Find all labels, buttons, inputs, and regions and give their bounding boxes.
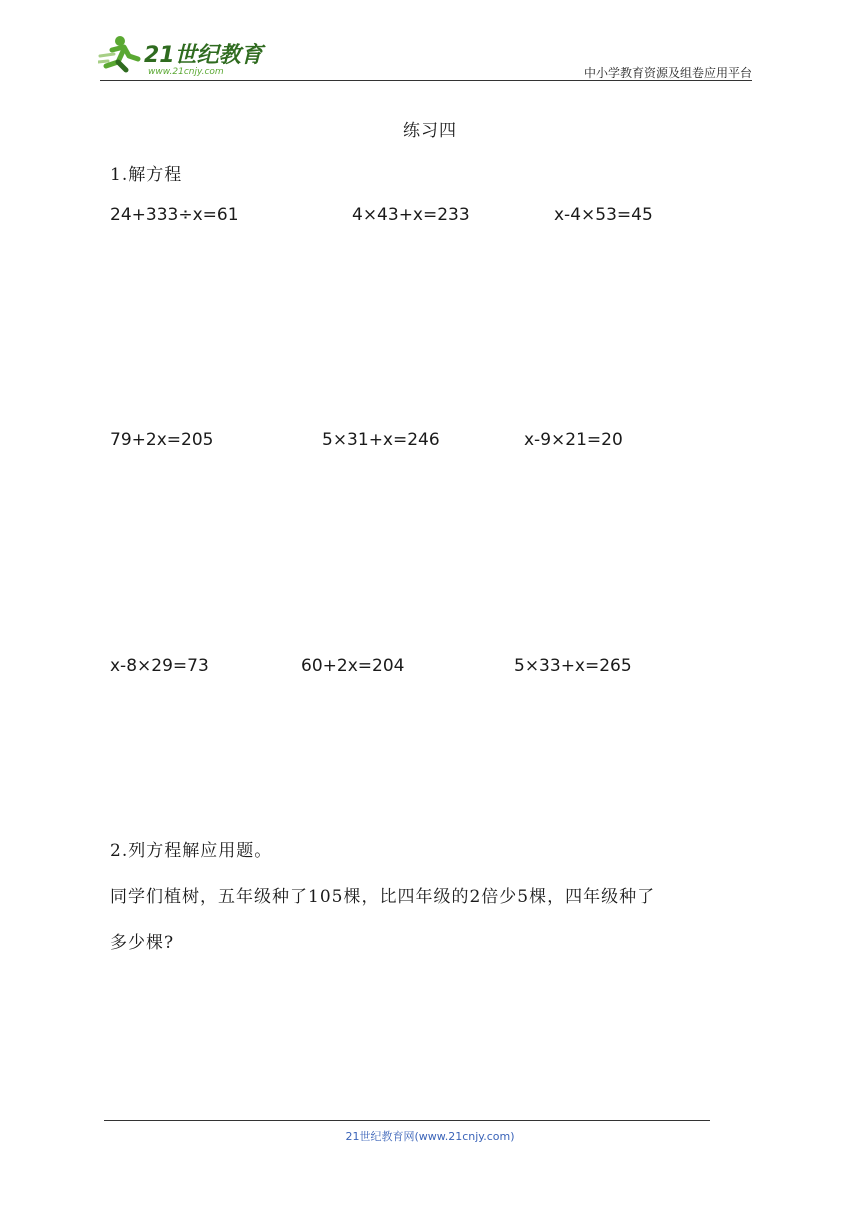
footer-divider: [104, 1120, 710, 1121]
section1-heading: 1.解方程: [110, 165, 183, 185]
equation: x-9×21=20: [524, 430, 623, 450]
equation: x-4×53=45: [554, 205, 653, 225]
equation: 60+2x=204: [301, 656, 405, 676]
equation: 4×43+x=233: [352, 205, 470, 225]
page-title: 练习四: [403, 121, 457, 141]
equation: 24+333÷x=61: [110, 205, 239, 225]
word-problem-line-1: 同学们植树，五年级种了105棵，比四年级的2倍少5棵，四年级种了: [110, 887, 656, 907]
platform-name: 中小学教育资源及组卷应用平台: [583, 66, 752, 80]
logo-url: www.21cnjy.com: [148, 67, 224, 77]
equation: 79+2x=205: [110, 430, 214, 450]
word-problem-line-2: 多少棵?: [110, 933, 175, 953]
section2-heading: 2.列方程解应用题。: [110, 841, 273, 861]
header-divider: [100, 80, 752, 81]
equation: x-8×29=73: [110, 656, 209, 676]
footer-link[interactable]: 21世纪教育网(www.21cnjy.com): [345, 1130, 515, 1143]
site-logo: [98, 32, 278, 78]
equation: 5×31+x=246: [322, 430, 440, 450]
equation: 5×33+x=265: [514, 656, 632, 676]
runner-logo-icon: [98, 32, 278, 78]
logo-brand: 21世纪教育: [144, 43, 263, 68]
